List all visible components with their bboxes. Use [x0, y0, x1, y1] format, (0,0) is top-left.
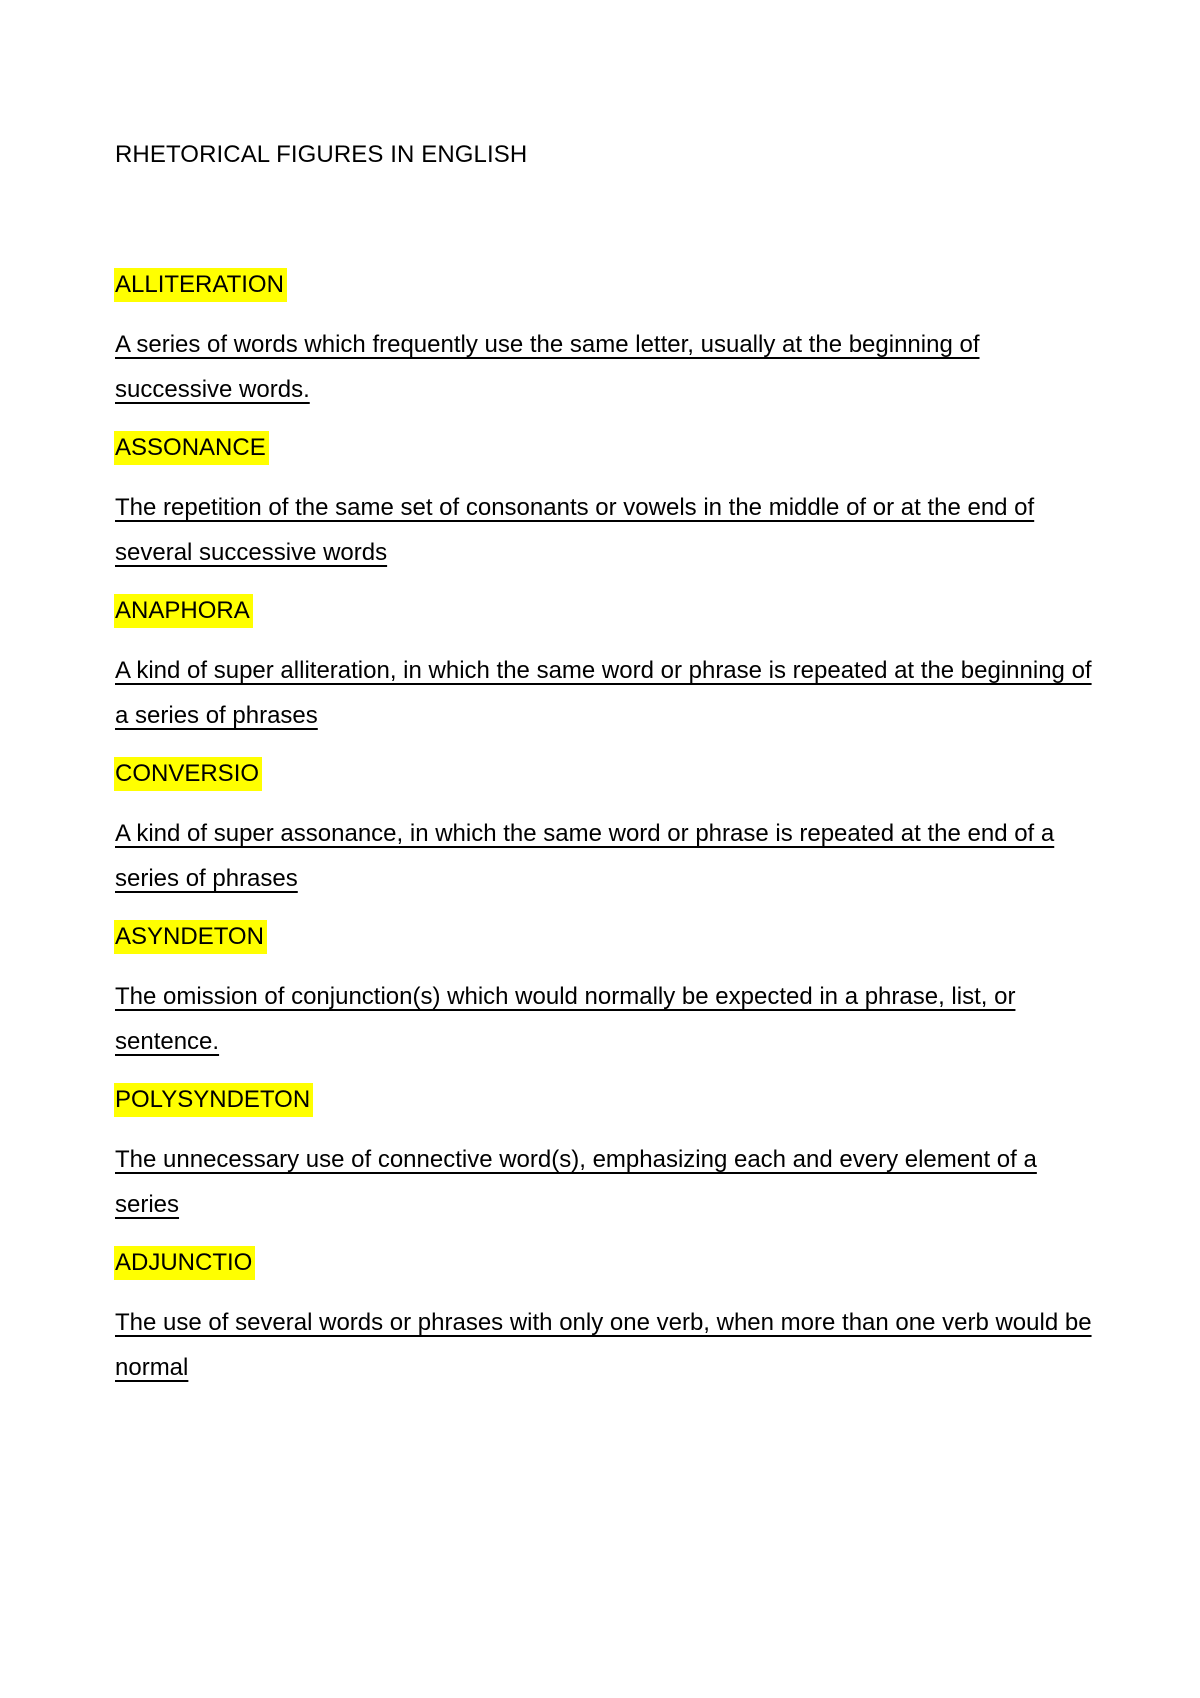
figure-entry-assonance [115, 431, 1115, 575]
figure-definition: The omission of conjunction(s) which would normally be expected in a phrase, list, or sentence. [115, 983, 1016, 1055]
figure-entry-adjunctio [115, 1246, 1115, 1390]
figure-definition: A kind of super alliteration, in which the same word or phrase is repeated at the beginning of a series of phrases [115, 657, 1092, 729]
figure-term: ALLITERATION [114, 268, 287, 302]
figure-entry-conversio [115, 757, 1115, 901]
figure-term: CONVERSIO [114, 757, 262, 791]
figure-entry-alliteration [115, 268, 1115, 412]
document-title: RHETORICAL FIGURES IN ENGLISH [115, 141, 528, 168]
figure-entry-polysyndeton [115, 1083, 1115, 1227]
figure-term: ASYNDETON [114, 920, 267, 954]
figure-term: ADJUNCTIO [114, 1246, 255, 1280]
figure-entry-asyndeton [115, 920, 1115, 1064]
figure-term: ASSONANCE [114, 431, 269, 465]
figure-definition: The use of several words or phrases with only one verb, when more than one verb would be normal [115, 1309, 1092, 1381]
document-content [115, 138, 1115, 1409]
figure-entry-anaphora [115, 594, 1115, 738]
figure-definition: The unnecessary use of connective word(s), emphasizing each and every element of a series [115, 1146, 1037, 1218]
figure-definition: A series of words which frequently use the same letter, usually at the beginning of successive words. [115, 331, 980, 403]
figure-definition: The repetition of the same set of consonants or vowels in the middle of or at the end of several successive words [115, 494, 1035, 566]
figure-term: POLYSYNDETON [114, 1083, 313, 1117]
figure-list [115, 268, 1115, 1390]
figure-term: ANAPHORA [114, 594, 253, 628]
figure-definition: A kind of super assonance, in which the same word or phrase is repeated at the end of a series of phrases [115, 820, 1055, 892]
